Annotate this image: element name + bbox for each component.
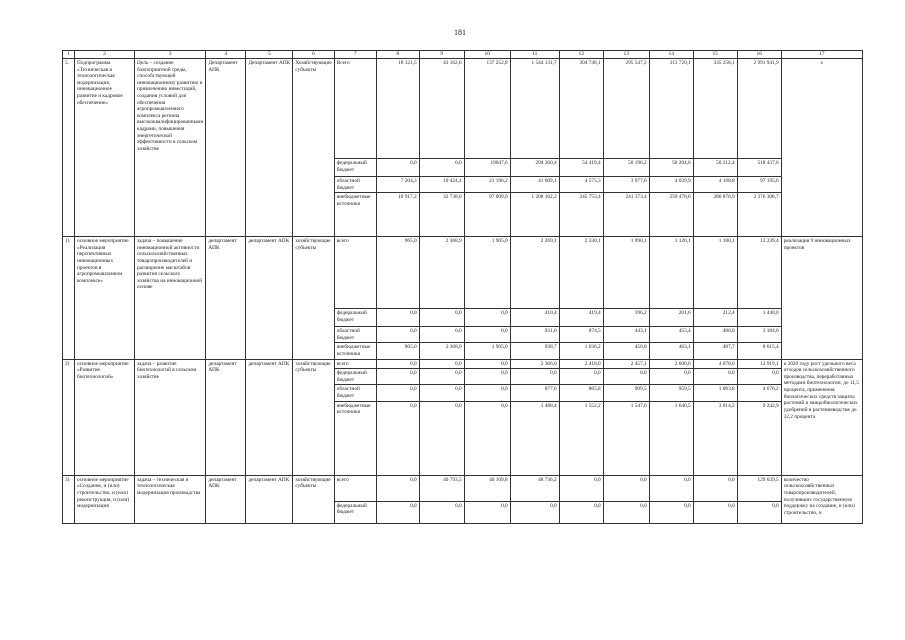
funding-value: 0,0: [603, 501, 649, 523]
funding-value: 41 609,1: [510, 177, 559, 193]
measure-name: Подпрограмма «Техническая и технологическая модернизация, инновационное развитие и кадровое обеспечение»: [75, 59, 135, 237]
funding-value: 518 437,6: [737, 159, 781, 177]
funding-value: 137 252,8: [464, 59, 510, 159]
funding-value: 1 640,5: [649, 401, 693, 475]
funding-value: 419,4: [559, 309, 603, 327]
funding-value: 450,8: [603, 343, 649, 359]
column-number: 12: [559, 51, 603, 59]
measure-name: основное мероприятие «Создание, и (или) строительство, и (или) реконструкция, и (или) модернизация: [75, 475, 135, 523]
funding-value: 3 977,6: [603, 177, 649, 193]
table-body: [63, 59, 863, 524]
funding-value: 2 600,0: [649, 359, 693, 369]
responsible-executor: департамент АПК: [206, 359, 246, 475]
funding-value: 0,0: [419, 369, 464, 385]
funding-value: 0,0: [464, 385, 510, 401]
funding-value: 2 368,9: [419, 237, 464, 309]
funding-value: 0,0: [376, 327, 419, 343]
funding-value: 0,0: [464, 401, 510, 475]
funding-value: 959,5: [649, 385, 693, 401]
funding-value: 0,0: [376, 501, 419, 523]
funding-value: 335 258,1: [693, 59, 737, 159]
co-executor: департамент АПК: [246, 475, 293, 523]
funding-value: 0,0: [376, 369, 419, 385]
funding-value: 0,0: [419, 327, 464, 343]
funding-value: 0,0: [737, 501, 781, 523]
participants: хозяйствующие субъекты: [293, 359, 334, 475]
funding-value: 19047,6: [464, 159, 510, 177]
co-executor: Департамент АПК: [246, 59, 293, 237]
funding-value: 0,0: [376, 475, 419, 501]
table-row: [63, 475, 863, 501]
funding-source: федеральный бюджет: [334, 369, 376, 385]
funding-value: 0,0: [559, 501, 603, 523]
funding-value: 0,0: [419, 401, 464, 475]
funding-value: 97 009,0: [464, 193, 510, 237]
measure-goal: задача – развитие биотехнологий в сельском хозяйстве: [135, 359, 206, 475]
co-executor: департамент АПК: [246, 237, 293, 359]
funding-value: 0,0: [419, 159, 464, 177]
co-executor: департамент АПК: [246, 359, 293, 475]
funding-value: 0,0: [376, 385, 419, 401]
funding-value: 410,4: [510, 309, 559, 327]
funding-value: 938,7: [510, 343, 559, 359]
funding-value: 0,0: [649, 369, 693, 385]
funding-value: 0,0: [419, 501, 464, 523]
participants: хозяйствующие субъекты: [293, 475, 334, 523]
funding-value: 0,0: [419, 309, 464, 327]
row-number: 3): [63, 475, 75, 523]
column-number: 14: [649, 51, 693, 59]
funding-value: 40 793,5: [419, 475, 464, 501]
funding-value: 0,0: [464, 309, 510, 327]
funding-value: 1 090,1: [603, 237, 649, 309]
funding-value: 0,0: [464, 369, 510, 385]
table-row: [63, 237, 863, 309]
funding-value: 0,0: [419, 359, 464, 369]
funding-value: 1 063,8: [693, 385, 737, 401]
measure-goal: задача – техническая и технологическая модернизация производства: [135, 475, 206, 523]
funding-value: 480,0: [693, 327, 737, 343]
row-number: 2): [63, 359, 75, 475]
funding-value: 0,0: [376, 159, 419, 177]
responsible-executor: Департамент АПК: [206, 59, 246, 237]
funding-value: 2 457,1: [603, 359, 649, 369]
row-number: 5.: [63, 59, 75, 237]
funding-value: 1 440,0: [737, 309, 781, 327]
measure-goal: задача – повышение инновационной активности сельскохозяйственных товаропроизводителей и расширение масштабов развития сельского хозяйства на инновационной основе: [135, 237, 206, 359]
funding-source: внебюджетные источники: [334, 193, 376, 237]
expected-result: х: [781, 59, 862, 237]
funding-value: 874,5: [559, 327, 603, 343]
funding-value: 455,4: [649, 327, 693, 343]
funding-value: 294 360,4: [510, 159, 559, 177]
column-number: 2: [75, 51, 135, 59]
column-number: 7: [334, 51, 376, 59]
column-number: 9: [419, 51, 464, 59]
column-number: 10: [464, 51, 510, 59]
funding-source: всего: [334, 475, 376, 501]
funding-value: 0,0: [693, 369, 737, 385]
funding-source: внебюджетные источники: [334, 401, 376, 475]
funding-value: 32 738,0: [419, 193, 464, 237]
funding-source: всего: [334, 359, 376, 369]
funding-value: 201,6: [649, 309, 693, 327]
funding-value: 1 180,1: [693, 237, 737, 309]
funding-value: 3 184,0: [737, 327, 781, 343]
funding-value: 241 373,4: [603, 193, 649, 237]
funding-value: 313 720,1: [649, 59, 693, 159]
column-number: 3: [135, 51, 206, 59]
funding-value: 40 109,8: [464, 475, 510, 501]
funding-value: 909,5: [603, 385, 649, 401]
funding-value: 0,0: [559, 475, 603, 501]
page-number: 181: [454, 28, 466, 37]
funding-value: 0,0: [376, 359, 419, 369]
funding-value: 0,0: [649, 501, 693, 523]
funding-value: 9 242,9: [737, 401, 781, 475]
funding-value: 0,0: [376, 401, 419, 475]
measure-name: основное мероприятие «Развитие биотехнологий»: [75, 359, 135, 475]
funding-value: 2 366,0: [510, 359, 559, 369]
funding-value: 0,0: [559, 369, 603, 385]
funding-value: 0,0: [419, 385, 464, 401]
funding-value: 1 488,4: [510, 401, 559, 475]
funding-value: 1 544 131,7: [510, 59, 559, 159]
funding-value: 0,0: [603, 369, 649, 385]
expected-result: к 2020 году рост удельного веса отходов сельскохозяйственного производства, переработанных методами биотехнологии, до 11,5 процента, применения биологических средств защиты растений и микробиологических удобрений в растениеводстве до 32,2 процента: [781, 359, 862, 475]
funding-value: 0,0: [649, 475, 693, 501]
funding-value: 463,1: [649, 343, 693, 359]
funding-value: 97 195,6: [737, 177, 781, 193]
funding-value: 3 014,2: [693, 401, 737, 475]
column-number: 1: [63, 51, 75, 59]
column-number: 5: [246, 51, 293, 59]
table-row: [63, 59, 863, 159]
funding-value: 0,0: [737, 369, 781, 385]
funding-value: 50 204,6: [649, 159, 693, 177]
expected-result: реализация 9 инновационных проектов: [781, 237, 862, 359]
funding-value: 2 376 308,7: [737, 193, 781, 237]
funding-value: 1 208 162,2: [510, 193, 559, 237]
program-table: [62, 50, 863, 524]
funding-source: областной бюджет: [334, 177, 376, 193]
funding-value: 304 748,1: [559, 59, 603, 159]
column-number: 6: [293, 51, 334, 59]
funding-value: 18 121,5: [376, 59, 419, 159]
funding-source: федеральный бюджет: [334, 159, 376, 177]
funding-source: всего: [334, 237, 376, 309]
funding-value: 245 753,4: [559, 193, 603, 237]
funding-value: 13 239,4: [737, 237, 781, 309]
column-number: 15: [693, 51, 737, 59]
expected-result: количество сельскохозяйственных товаропроизводителей, получивших государственную поддержку на создание, и (или) строительство, и: [781, 475, 862, 523]
funding-value: 196,2: [603, 309, 649, 327]
funding-value: 1 547,6: [603, 401, 649, 475]
responsible-executor: департамент АПК: [206, 237, 246, 359]
funding-value: 877,6: [510, 385, 559, 401]
funding-value: 965,0: [376, 343, 419, 359]
funding-value: 259 478,6: [649, 193, 693, 237]
funding-value: 487,7: [693, 343, 737, 359]
responsible-executor: департамент АПК: [206, 475, 246, 523]
funding-value: 129 639,5: [737, 475, 781, 501]
participants: хозяйствующие субъекты: [293, 237, 334, 359]
funding-value: 50 212,4: [693, 159, 737, 177]
funding-source: федеральный бюджет: [334, 501, 376, 523]
column-number: 13: [603, 51, 649, 59]
funding-value: 0,0: [693, 501, 737, 523]
funding-value: 2 368,9: [419, 343, 464, 359]
funding-source: федеральный бюджет: [334, 309, 376, 327]
funding-value: 1 905,0: [464, 343, 510, 359]
funding-source: Всего: [334, 59, 376, 159]
funding-value: 443,1: [603, 327, 649, 343]
funding-value: 2 269,1: [510, 237, 559, 309]
table-row: [63, 359, 863, 369]
funding-value: 10 424,4: [419, 177, 464, 193]
funding-value: 295 547,2: [603, 59, 649, 159]
funding-value: 280 876,9: [693, 193, 737, 237]
funding-value: 0,0: [376, 309, 419, 327]
funding-value: 1 552,2: [559, 401, 603, 475]
funding-value: 0,0: [693, 475, 737, 501]
funding-value: 8 615,4: [737, 343, 781, 359]
column-number: 16: [737, 51, 781, 59]
funding-value: 2 991 941,9: [737, 59, 781, 159]
funding-value: 0,0: [464, 359, 510, 369]
participants: Хозяйствующие субъекты: [293, 59, 334, 237]
funding-value: 0,0: [464, 501, 510, 523]
funding-value: 965,0: [376, 237, 419, 309]
measure-name: основное мероприятие «Реализация перспективных инновационных проектов в агропромышленном комплексе»: [75, 237, 135, 359]
column-number: 8: [376, 51, 419, 59]
funding-value: 0,0: [510, 501, 559, 523]
funding-source: областной бюджет: [334, 327, 376, 343]
funding-value: 0,0: [603, 475, 649, 501]
column-number: 17: [781, 51, 862, 59]
row-number: 1): [63, 237, 75, 359]
funding-value: 4 078,0: [693, 359, 737, 369]
funding-value: 865,8: [559, 385, 603, 401]
column-number-row: [63, 51, 863, 59]
funding-value: 1 036,2: [559, 343, 603, 359]
funding-value: 43 162,6: [419, 59, 464, 159]
funding-value: 212,4: [693, 309, 737, 327]
funding-value: 21 196,2: [464, 177, 510, 193]
funding-value: 54 419,4: [559, 159, 603, 177]
funding-value: 4 039,9: [649, 177, 693, 193]
funding-value: 48 736,2: [510, 475, 559, 501]
funding-value: 1 120,1: [649, 237, 693, 309]
column-number: 11: [510, 51, 559, 59]
funding-value: 0,0: [464, 327, 510, 343]
funding-value: 7 204,3: [376, 177, 419, 193]
funding-source: внебюджетные источники: [334, 343, 376, 359]
funding-value: 2 418,0: [559, 359, 603, 369]
funding-value: 2 330,1: [559, 237, 603, 309]
column-number: 4: [206, 51, 246, 59]
funding-value: 13 919,1: [737, 359, 781, 369]
funding-value: 4 575,3: [559, 177, 603, 193]
funding-value: 4 168,8: [693, 177, 737, 193]
funding-value: 1 905,0: [464, 237, 510, 309]
funding-value: 10 917,2: [376, 193, 419, 237]
measure-goal: Цель – создание благоприятной среды, способствующей инновационному развитию и привлечению инвестиций, создания условий для обеспечения агропромышленного комплекса региона высококвалифицированными кадрами, повышения энергетической эффективности в сельском хозяйстве: [135, 59, 206, 237]
funding-value: 4 676,2: [737, 385, 781, 401]
funding-value: 931,0: [510, 327, 559, 343]
funding-value: 0,0: [510, 369, 559, 385]
funding-value: 50 196,2: [603, 159, 649, 177]
funding-source: областной бюджет: [334, 385, 376, 401]
